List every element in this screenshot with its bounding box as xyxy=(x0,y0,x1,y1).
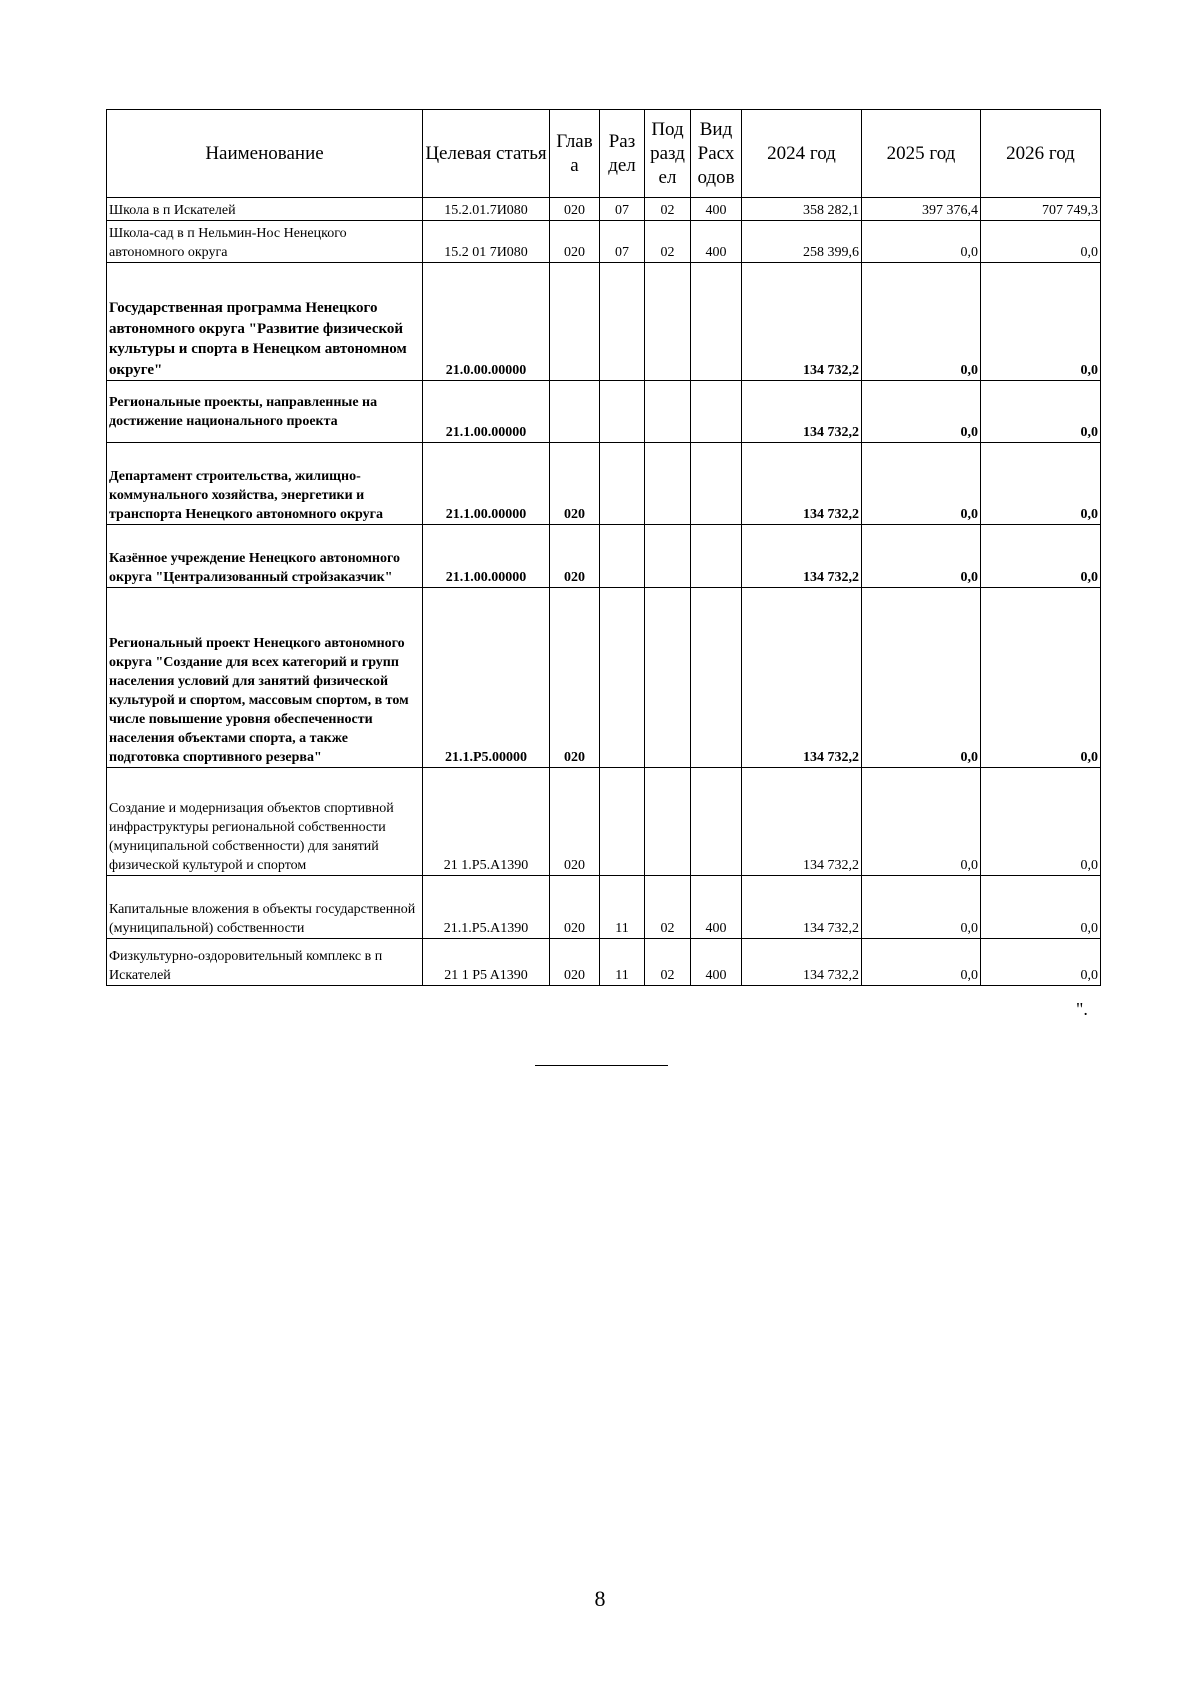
page-number: 8 xyxy=(594,1586,606,1611)
row-vid: 400 xyxy=(691,221,742,263)
closing-quote: ". xyxy=(1076,999,1088,1019)
row-name: Департамент строительства, жилищно-коммунального хозяйства, энергетики и транспорта Ненецкого автономного округа xyxy=(107,443,423,525)
row-name: Капитальные вложения в объекты государственной (муниципальной) собственности xyxy=(107,876,423,939)
header-target-article: Целевая статья xyxy=(423,110,550,198)
table-row xyxy=(107,381,1101,443)
table-row xyxy=(107,876,1101,939)
header-year-2026: 2026 год xyxy=(981,110,1101,198)
row-razdel: 07 xyxy=(600,221,645,263)
row-name: Школа в п Искателей xyxy=(107,198,423,221)
header-podrazdel: Под разд ел xyxy=(645,110,691,198)
row-razdel xyxy=(600,263,645,381)
row-vid xyxy=(691,381,742,443)
table-row xyxy=(107,588,1101,768)
row-2024: 134 732,2 xyxy=(742,263,862,381)
row-2024: 134 732,2 xyxy=(742,525,862,588)
row-2026: 0,0 xyxy=(981,768,1101,876)
row-glava: 020 xyxy=(550,198,600,221)
row-vid: 400 xyxy=(691,876,742,939)
row-target: 21.0.00.00000 xyxy=(423,263,550,381)
row-name: Региональный проект Ненецкого автономного округа "Создание для всех категорий и групп населения условий для занятий физической культурой и спортом, массовым спортом, в том числе повышение уровня обеспеченности населения объектами спорта, а также подготовка спортивного резерва" xyxy=(107,588,423,768)
row-podrazdel xyxy=(645,768,691,876)
table-row xyxy=(107,525,1101,588)
row-2025: 0,0 xyxy=(862,876,981,939)
row-2026: 0,0 xyxy=(981,525,1101,588)
row-2026: 0,0 xyxy=(981,939,1101,986)
row-2025: 397 376,4 xyxy=(862,198,981,221)
row-glava: 020 xyxy=(550,876,600,939)
section-divider xyxy=(535,1065,668,1066)
table-row xyxy=(107,198,1101,221)
row-glava: 020 xyxy=(550,221,600,263)
row-glava: 020 xyxy=(550,443,600,525)
row-target: 21.1.00.00000 xyxy=(423,525,550,588)
row-target: 21.1.P5.00000 xyxy=(423,588,550,768)
row-2025: 0,0 xyxy=(862,525,981,588)
row-razdel xyxy=(600,443,645,525)
table-row xyxy=(107,768,1101,876)
row-2026: 707 749,3 xyxy=(981,198,1101,221)
row-glava: 020 xyxy=(550,939,600,986)
table-row xyxy=(107,939,1101,986)
row-target: 21 1.P5.A1390 xyxy=(423,768,550,876)
row-glava xyxy=(550,263,600,381)
row-2026: 0,0 xyxy=(981,588,1101,768)
row-podrazdel xyxy=(645,525,691,588)
row-podrazdel xyxy=(645,588,691,768)
row-podrazdel: 02 xyxy=(645,221,691,263)
row-2024: 258 399,6 xyxy=(742,221,862,263)
row-name: Физкультурно-оздоровительный комплекс в п Искателей xyxy=(107,939,423,986)
row-2025: 0,0 xyxy=(862,381,981,443)
row-razdel: 07 xyxy=(600,198,645,221)
budget-table xyxy=(106,109,1101,986)
row-2024: 134 732,2 xyxy=(742,876,862,939)
row-name: Создание и модернизация объектов спортивной инфраструктуры региональной собственности (муниципальной собственности) для занятий физической культурой и спортом xyxy=(107,768,423,876)
row-razdel xyxy=(600,768,645,876)
row-target: 15.2 01 7И080 xyxy=(423,221,550,263)
row-name: Государственная программа Ненецкого автономного округа "Развитие физической культуры и спорта в Ненецком автономном округе" xyxy=(107,263,423,381)
row-2024: 358 282,1 xyxy=(742,198,862,221)
row-vid xyxy=(691,443,742,525)
row-vid: 400 xyxy=(691,198,742,221)
row-podrazdel xyxy=(645,263,691,381)
row-2025: 0,0 xyxy=(862,588,981,768)
row-name: Казённое учреждение Ненецкого автономного округа "Централизованный стройзаказчик" xyxy=(107,525,423,588)
row-target: 21.1.00.00000 xyxy=(423,443,550,525)
row-2025: 0,0 xyxy=(862,443,981,525)
row-2026: 0,0 xyxy=(981,876,1101,939)
row-glava: 020 xyxy=(550,588,600,768)
row-name: Школа-сад в п Нельмин-Нос Ненецкого автономного округа xyxy=(107,221,423,263)
row-vid: 400 xyxy=(691,939,742,986)
row-2024: 134 732,2 xyxy=(742,939,862,986)
row-target: 21.1.00.00000 xyxy=(423,381,550,443)
row-2024: 134 732,2 xyxy=(742,381,862,443)
row-vid xyxy=(691,525,742,588)
row-razdel xyxy=(600,525,645,588)
header-year-2025: 2025 год xyxy=(862,110,981,198)
row-vid xyxy=(691,588,742,768)
row-vid xyxy=(691,768,742,876)
row-podrazdel xyxy=(645,381,691,443)
row-podrazdel: 02 xyxy=(645,876,691,939)
row-name: Региональные проекты, направленные на достижение национального проекта xyxy=(107,381,423,443)
row-razdel xyxy=(600,381,645,443)
row-2025: 0,0 xyxy=(862,263,981,381)
row-2024: 134 732,2 xyxy=(742,443,862,525)
table-row xyxy=(107,221,1101,263)
header-razdel: Раз дел xyxy=(600,110,645,198)
row-podrazdel: 02 xyxy=(645,939,691,986)
table-row xyxy=(107,263,1101,381)
header-name: Наименование xyxy=(107,110,423,198)
header-year-2024: 2024 год xyxy=(742,110,862,198)
row-podrazdel: 02 xyxy=(645,198,691,221)
row-2026: 0,0 xyxy=(981,381,1101,443)
header-vid-rashodov: Вид Расх одов xyxy=(691,110,742,198)
row-2024: 134 732,2 xyxy=(742,768,862,876)
row-razdel: 11 xyxy=(600,876,645,939)
row-2025: 0,0 xyxy=(862,768,981,876)
row-2026: 0,0 xyxy=(981,263,1101,381)
row-target: 15.2.01.7И080 xyxy=(423,198,550,221)
row-glava: 020 xyxy=(550,768,600,876)
row-target: 21 1 P5 A1390 xyxy=(423,939,550,986)
row-razdel: 11 xyxy=(600,939,645,986)
row-glava xyxy=(550,381,600,443)
row-2025: 0,0 xyxy=(862,939,981,986)
row-razdel xyxy=(600,588,645,768)
row-vid xyxy=(691,263,742,381)
row-glava: 020 xyxy=(550,525,600,588)
row-2024: 134 732,2 xyxy=(742,588,862,768)
row-podrazdel xyxy=(645,443,691,525)
row-target: 21.1.P5.A1390 xyxy=(423,876,550,939)
row-2025: 0,0 xyxy=(862,221,981,263)
table-header-row xyxy=(107,110,1101,198)
row-2026: 0,0 xyxy=(981,221,1101,263)
table-row xyxy=(107,443,1101,525)
header-glava: Глав а xyxy=(550,110,600,198)
row-2026: 0,0 xyxy=(981,443,1101,525)
